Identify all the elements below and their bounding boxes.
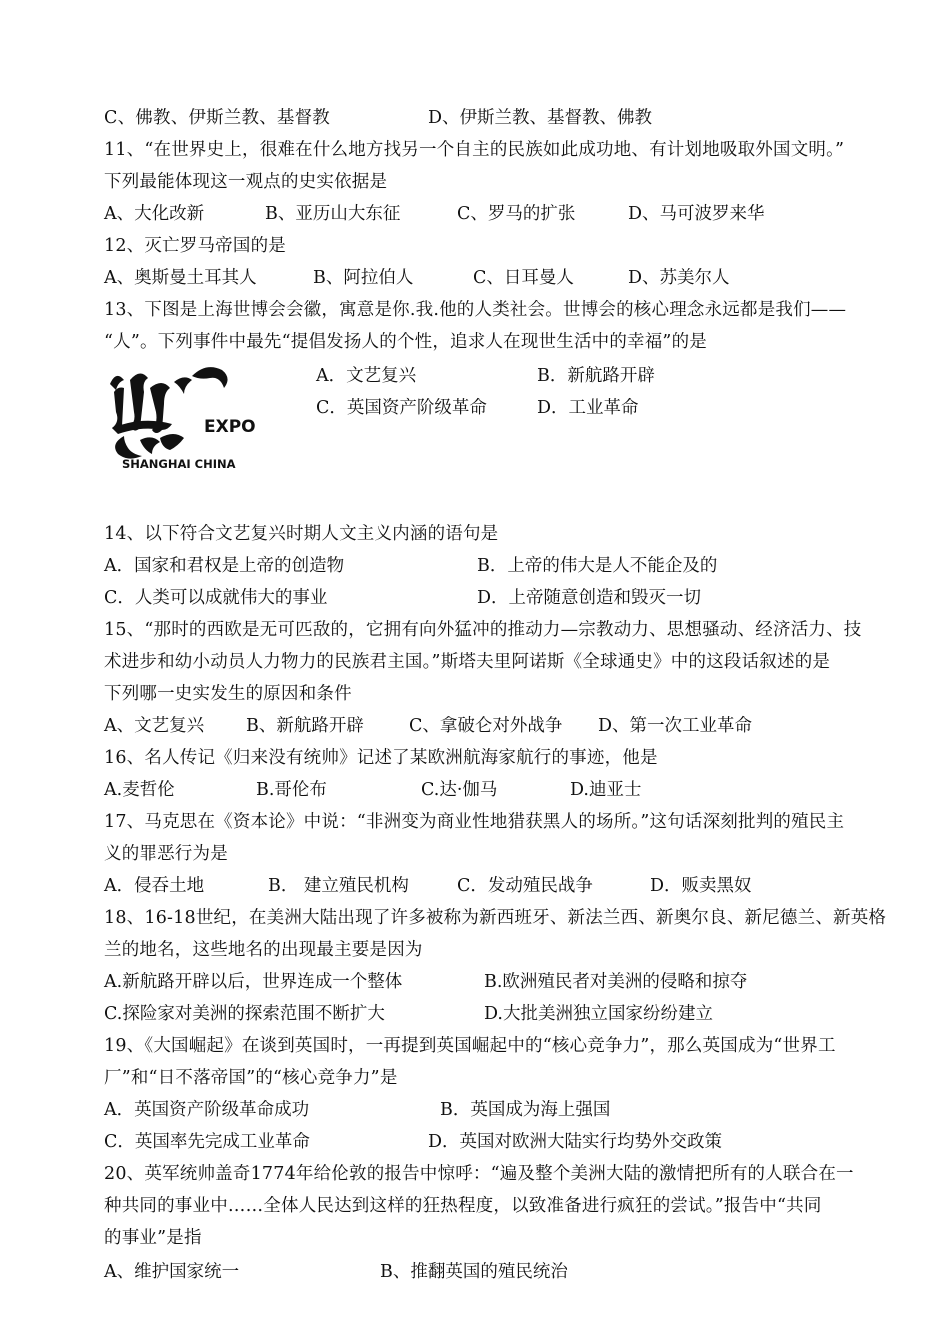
q18-option-b: B.欧洲殖民者对美洲的侵略和掠夺 [484,972,748,992]
q13-option-d: D．工业革命 [537,398,639,418]
q13-option-a: A．文艺复兴 [316,366,417,386]
q19-option-a: A．英国资产阶级革命成功 [104,1100,310,1120]
q15-stem-2: 术进步和幼小动员人力物力的民族君主国。”斯塔夫里阿诺斯《全球通史》中的这段话叙述的是 [104,652,831,672]
q15-option-c: C、拿破仑对外战争 [409,716,563,736]
q17-option-d: D．贩卖黑奴 [650,876,752,896]
q19-stem-1: 19、《大国崛起》在谈到英国时，一再提到英国崛起中的“核心竞争力”，那么英国成为“世界工 [104,1036,836,1056]
q15-option-b: B、新航路开辟 [246,716,364,736]
q18-option-c: C.探险家对美洲的探索范围不断扩大 [104,1004,385,1024]
q15-stem-1: 15、“那时的西欧是无可匹敌的，它拥有向外猛冲的推动力—宗教动力、思想骚动、经济活力、技 [104,620,862,640]
q16-option-a: A.麦哲伦 [104,780,175,800]
q10-option-c: C、佛教、伊斯兰教、基督教 [104,108,330,128]
q11-option-d: D、马可波罗来华 [628,204,765,224]
q20-stem-2: 种共同的事业中……全体人民达到这样的狂热程度，以致准备进行疯狂的尝试。”报告中“共同 [104,1196,822,1216]
logo-expo-text: EXPO [204,417,256,437]
q16-option-b: B.哥伦布 [256,780,327,800]
q14-stem: 14、以下符合文艺复兴时期人文主义内涵的语句是 [104,524,499,544]
q12-option-d: D、苏美尔人 [628,268,730,288]
q12-option-c: C、日耳曼人 [473,268,574,288]
q19-option-c: C．英国率先完成工业革命 [104,1132,310,1152]
q12-stem: 12、灭亡罗马帝国的是 [104,236,286,256]
q18-option-d: D.大批美洲独立国家纷纷建立 [484,1004,713,1024]
q16-option-d: D.迪亚士 [570,780,642,800]
q15-option-d: D、第一次工业革命 [598,716,753,736]
q11-stem-2: 下列最能体现这一观点的史实依据是 [104,172,388,192]
q18-stem-2: 兰的地名，这些地名的出现最主要是因为 [104,940,423,960]
q18-option-a: A.新航路开辟以后，世界连成一个整体 [104,972,403,992]
q14-option-b: B．上帝的伟大是人不能企及的 [477,556,718,576]
q11-option-c: C、罗马的扩张 [457,204,576,224]
q19-option-b: B．英国成为海上强国 [440,1100,611,1120]
expo-2010-logo [106,362,296,472]
q20-option-a: A、维护国家统一 [104,1262,240,1282]
q20-option-b: B、推翻英国的殖民统治 [380,1262,568,1282]
q10-option-d: D、伊斯兰教、基督教、佛教 [428,108,653,128]
q11-option-b: B、亚历山大东征 [265,204,401,224]
q16-option-c: C.达·伽马 [421,780,498,800]
q17-option-a: A．侵吞土地 [104,876,205,896]
logo-shanghai-text: SHANGHAI CHINA [122,457,236,471]
q17-option-b: B． 建立殖民机构 [268,876,409,896]
q11-stem-1: 11、“在世界史上，很难在什么地方找另一个自主的民族如此成功地、有计划地吸取外国文明。” [104,140,845,160]
q13-option-c: C．英国资产阶级革命 [316,398,487,418]
q20-stem-1: 20、英军统帅盖奇1774年给伦敦的报告中惊呼：“遍及整个美洲大陆的激情把所有的人联合在一 [104,1164,854,1184]
q17-stem-2: 义的罪恶行为是 [104,844,228,864]
q18-stem-1: 18、16-18世纪，在美洲大陆出现了许多被称为新西班牙、新法兰西、新奥尔良、新尼德兰、新英格 [104,908,887,928]
q12-option-b: B、阿拉伯人 [313,268,414,288]
q11-option-a: A、大化改新 [104,204,205,224]
q13-stem-2: “人”。下列事件中最先“提倡发扬人的个性，追求人在现世生活中的幸福”的是 [104,332,707,352]
q17-stem-1: 17、马克思在《资本论》中说：“非洲变为商业性地猎获黑人的场所。”这句话深刻批判的殖民主 [104,812,845,832]
q14-option-a: A．国家和君权是上帝的创造物 [104,556,345,576]
q15-option-a: A、文艺复兴 [104,716,205,736]
q14-option-c: C．人类可以成就伟大的事业 [104,588,328,608]
q15-stem-3: 下列哪一史实发生的原因和条件 [104,684,352,704]
q19-stem-2: 厂”和“日不落帝国”的“核心竞争力”是 [104,1068,398,1088]
q13-stem-1: 13、下图是上海世博会会徽，寓意是你.我.他的人类社会。世博会的核心理念永远都是我们—— [104,300,847,320]
q14-option-d: D．上帝随意创造和毁灭一切 [477,588,702,608]
q12-option-a: A、奥斯曼土耳其人 [104,268,257,288]
q16-stem: 16、名人传记《归来没有统帅》记述了某欧洲航海家航行的事迹，他是 [104,748,658,768]
q20-stem-3: 的事业”是指 [104,1228,202,1248]
q13-option-b: B．新航路开辟 [537,366,655,386]
q17-option-c: C．发动殖民战争 [457,876,593,896]
q19-option-d: D．英国对欧洲大陆实行均势外交政策 [428,1132,723,1152]
